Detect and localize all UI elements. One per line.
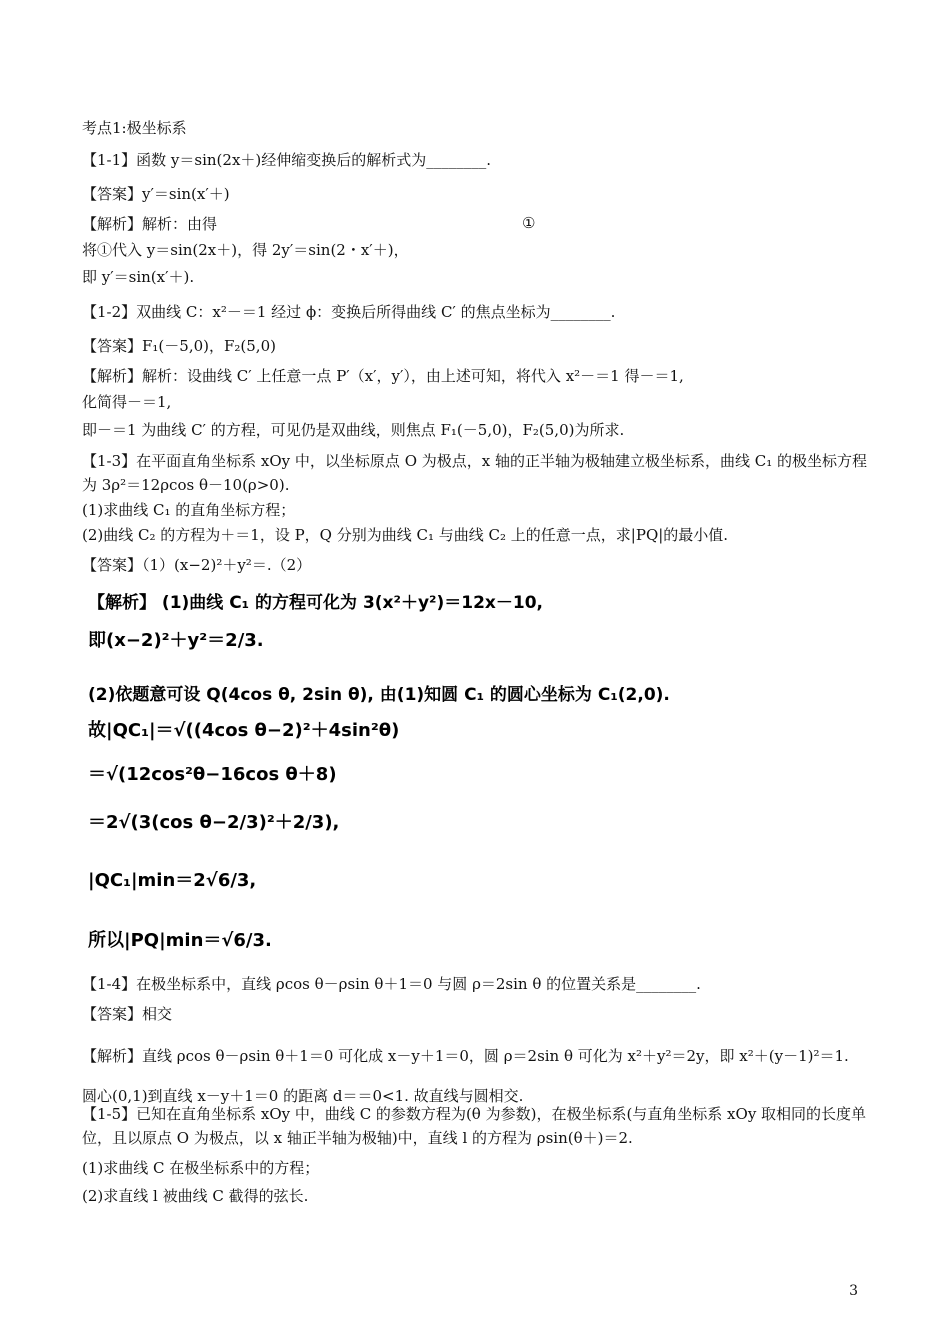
solution-image-line-1: 【解析】 (1)曲线 C₁ 的方程可化为 3(x²＋y²)＝12x－10, bbox=[88, 593, 544, 613]
solution-1-1-c: 即 y′＝sin(x′＋). bbox=[82, 268, 195, 286]
answer-1-2: 【答案】F₁(－5,0)，F₂(5,0) bbox=[82, 337, 276, 355]
problem-1-4: 【1-4】在极坐标系中，直线 ρcos θ－ρsin θ＋1＝0 与圆 ρ＝2sin θ 的位置关系是________. bbox=[82, 975, 701, 993]
section-heading: 考点1:极坐标系 bbox=[82, 119, 187, 137]
solution-image-line-8: 所以|PQ|min＝√6/3. bbox=[88, 930, 272, 951]
problem-1-3-part1: (1)求曲线 C₁ 的直角坐标方程； bbox=[82, 501, 296, 519]
solution-image-line-4: 故|QC₁|＝√((4cos θ−2)²＋4sin²θ) bbox=[88, 720, 400, 741]
problem-1-5-part1: (1)求曲线 C 在极坐标系中的方程； bbox=[82, 1159, 320, 1177]
solution-image-line-5: ＝√(12cos²θ−16cos θ＋8) bbox=[88, 764, 337, 785]
solution-image-line-3: (2)依题意可设 Q(4cos θ, 2sin θ), 由(1)知圆 C₁ 的圆心坐标为 C₁(2,0). bbox=[88, 685, 670, 705]
problem-1-2: 【1-2】双曲线 C：x²－＝1 经过 ϕ：变换后所得曲线 C′ 的焦点坐标为________. bbox=[82, 303, 616, 321]
problem-1-3: 【1-3】在平面直角坐标系 xOy 中，以坐标原点 O 为极点，x 轴的正半轴为极轴建立极坐标系，曲线 C₁ 的极坐标方程为 3ρ²＝12ρcos θ－10(ρ>0). bbox=[82, 452, 868, 494]
solution-1-2-a: 【解析】解析：设曲线 C′ 上任意一点 P′（x′，y′），由上述可知，将代入 x²－＝1 得－＝1, bbox=[82, 367, 684, 385]
solution-image-line-7: |QC₁|min＝2√6/3, bbox=[88, 870, 257, 891]
solution-1-1-a: 【解析】解析：由得 bbox=[82, 215, 218, 233]
solution-image-line-6: ＝2√(3(cos θ−2/3)²＋2/3), bbox=[88, 812, 340, 833]
problem-1-5-part2: (2)求直线 l 被曲线 C 截得的弦长. bbox=[82, 1187, 309, 1205]
problem-1-3-part2: (2)曲线 C₂ 的方程为＋＝1，设 P，Q 分别为曲线 C₁ 与曲线 C₂ 上的任意一点，求|PQ|的最小值. bbox=[82, 526, 729, 544]
answer-1-3: 【答案】（1）(x−2)²＋y²＝.（2） bbox=[82, 556, 312, 574]
problem-1-5: 【1-5】已知在直角坐标系 xOy 中，曲线 C 的参数方程为(θ 为参数)，在极坐标系(与直角坐标系 xOy 取相同的长度单位，且以原点 O 为极点，以 x 轴正半轴为极轴)中，直线 l 的方程为 ρsin(θ＋)＝2. bbox=[82, 1105, 867, 1147]
circled-marker: ① bbox=[522, 214, 536, 232]
solution-1-4: 【解析】直线 ρcos θ－ρsin θ＋1＝0 可化成 x－y＋1＝0，圆 ρ＝2sin θ 可化为 x²＋y²＝2y，即 x²＋(y－1)²＝1. 圆心(0,1)到直线 x－y＋1＝0 的距离 d＝＝0<1. 故直线与圆相交. bbox=[82, 1047, 849, 1105]
solution-1-2-c: 即－＝1 为曲线 C′ 的方程，可见仍是双曲线，则焦点 F₁(－5,0)，F₂(5,0)为所求. bbox=[82, 421, 625, 439]
solution-1-2-b: 化简得－＝1, bbox=[82, 393, 172, 411]
solution-image-line-2: 即(x−2)²＋y²＝2/3. bbox=[88, 630, 264, 651]
problem-1-1: 【1-1】函数 y＝sin(2x＋)经伸缩变换后的解析式为________. bbox=[82, 151, 492, 169]
solution-1-1-b: 将①代入 y＝sin(2x＋)，得 2y′＝sin(2・x′＋)， bbox=[82, 241, 409, 259]
answer-1-1: 【答案】y′＝sin(x′＋) bbox=[82, 185, 230, 203]
answer-1-4: 【答案】相交 bbox=[82, 1005, 173, 1023]
page-number: 3 bbox=[849, 1283, 858, 1299]
